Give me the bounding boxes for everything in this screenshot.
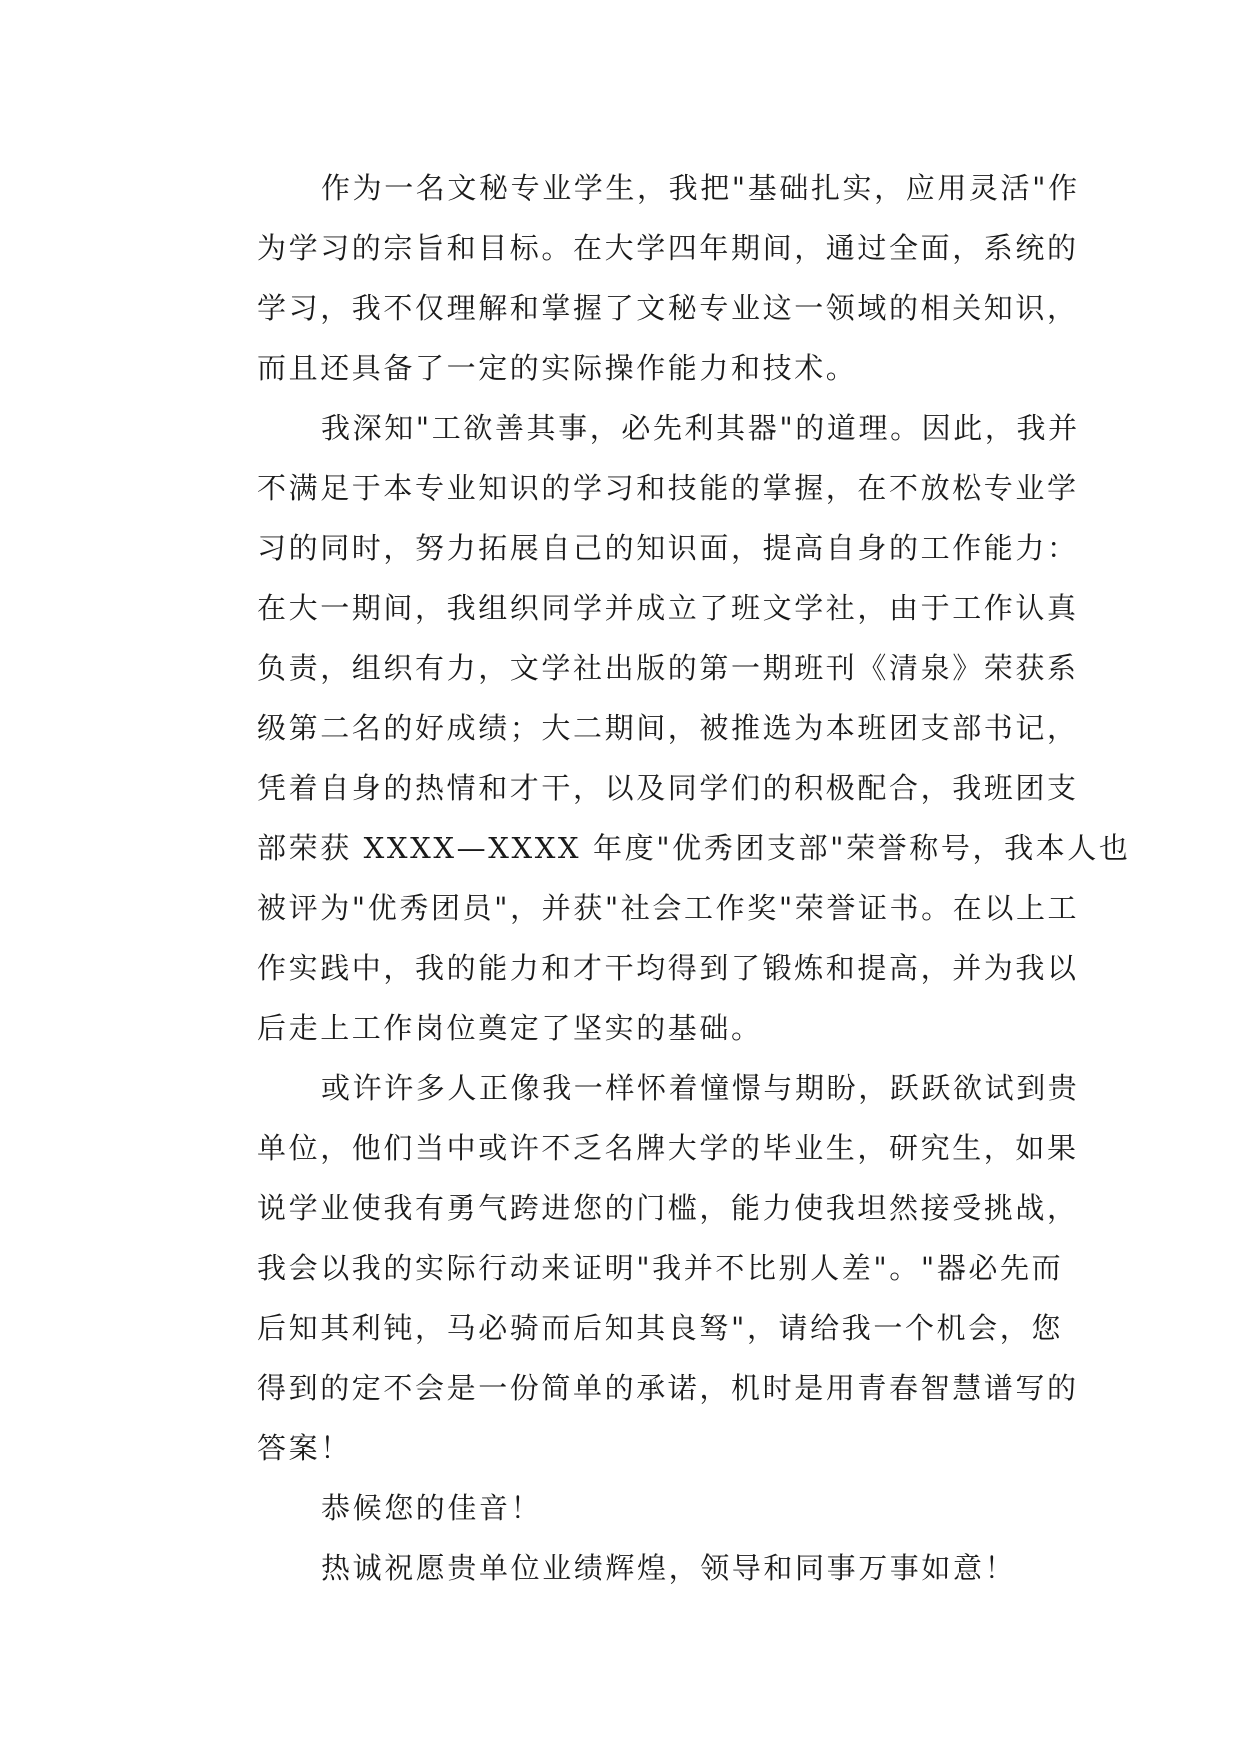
paragraph-study-goal [193, 158, 1080, 398]
text-line: 作为一名文秘专业学生，我把"基础扎实，应用灵活"作 [321, 171, 1080, 205]
paragraph-wishes [193, 1538, 1065, 1598]
text-line: 负责，组织有力，文学社出版的第一期班刊《清泉》荣获系 [257, 651, 1079, 685]
paragraph-request [193, 1058, 1080, 1478]
text-line: 得到的定不会是一份简单的承诺，机时是用青春智慧谱写的 [257, 1371, 1079, 1405]
text-line: 不满足于本专业知识的学习和技能的掌握，在不放松专业学 [257, 471, 1079, 505]
text-line: 部荣获 XXXX—XXXX 年度"优秀团支部"荣誉称号，我本人也 [257, 831, 1131, 865]
letter-body [193, 158, 1131, 1598]
text-line: 而且还具备了一定的实际操作能力和技术。 [257, 351, 858, 385]
text-line: 凭着自身的热情和才干，以及同学们的积极配合，我班团支 [257, 771, 1079, 805]
paragraph-experience [193, 398, 1131, 1058]
text-line: 后走上工作岗位奠定了坚实的基础。 [257, 1011, 763, 1045]
paragraph-closing [193, 1478, 1065, 1538]
text-line: 答案！ [257, 1431, 352, 1465]
text-line: 热诚祝愿贵单位业绩辉煌，领导和同事万事如意！ [321, 1551, 1017, 1585]
text-line: 被评为"优秀团员"，并获"社会工作奖"荣誉证书。在以上工 [257, 891, 1080, 925]
text-line: 学习，我不仅理解和掌握了文秘专业这一领域的相关知识， [257, 291, 1079, 325]
text-line: 单位，他们当中或许不乏名牌大学的毕业生，研究生，如果 [257, 1131, 1079, 1165]
text-line: 作实践中，我的能力和才干均得到了锻炼和提高，并为我以 [257, 951, 1079, 985]
text-line: 我深知"工欲善其事，必先利其器"的道理。因此，我并 [321, 411, 1080, 445]
text-line: 在大一期间，我组织同学并成立了班文学社，由于工作认真 [257, 591, 1079, 625]
text-line: 后知其利钝，马必骑而后知其良驽"，请给我一个机会，您 [257, 1311, 1063, 1345]
text-line: 级第二名的好成绩；大二期间，被推选为本班团支部书记， [257, 711, 1079, 745]
text-line: 恭候您的佳音！ [321, 1491, 543, 1525]
text-line: 习的同时，努力拓展自己的知识面，提高自身的工作能力： [257, 531, 1079, 565]
text-line: 或许许多人正像我一样怀着憧憬与期盼，跃跃欲试到贵 [321, 1071, 1080, 1105]
text-line: 我会以我的实际行动来证明"我并不比别人差"。"器必先而 [257, 1251, 1064, 1285]
text-line: 说学业使我有勇气跨进您的门槛，能力使我坦然接受挑战， [257, 1191, 1079, 1225]
text-line: 为学习的宗旨和目标。在大学四年期间，通过全面，系统的 [257, 231, 1079, 265]
